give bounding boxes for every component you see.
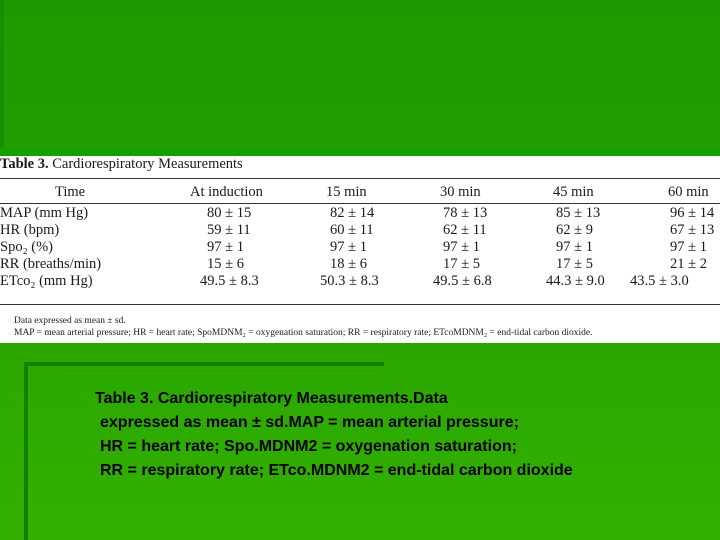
table-cell: 44.3 ± 9.0	[546, 273, 605, 289]
caption-line-3: HR = heart rate; Spo.MDNM2 = oxygenation saturation;	[100, 438, 517, 455]
caption-line-4: RR = respiratory rate; ETco.MDNM2 = end-tidal carbon dioxide	[100, 462, 573, 479]
table-rule-bottom	[0, 304, 720, 305]
table-cell: 21 ± 2	[670, 256, 707, 272]
column-header-45min: 45 min	[553, 184, 594, 200]
table-cell: 97 ± 1	[207, 239, 244, 255]
column-header-30min: 30 min	[440, 184, 481, 200]
table-title-prefix: Table 3.	[0, 156, 49, 172]
column-header-15min: 15 min	[326, 184, 367, 200]
caption-line-2: expressed as mean ± sd.MAP = mean arterial pressure;	[100, 414, 519, 431]
table-cell: 17 ± 5	[556, 256, 593, 272]
table-cell: 17 ± 5	[443, 256, 480, 272]
table-cell: 97 ± 1	[443, 239, 480, 255]
table-cell: 18 ± 6	[330, 256, 367, 272]
table-cell: 85 ± 13	[556, 205, 601, 221]
table-cell: 60 ± 11	[330, 222, 374, 238]
decorative-bar-horizontal	[28, 362, 384, 366]
table-title-text: Cardiorespiratory Measurements	[52, 156, 243, 172]
caption-line-1: Table 3. Cardiorespiratory Measurements.Data	[95, 390, 448, 407]
table-cell: 67 ± 13	[670, 222, 715, 238]
decorative-line-left	[0, 0, 4, 150]
table-cell: 49.5 ± 6.8	[433, 273, 492, 289]
row-label-etco2: ETco₂ (mm Hg)	[0, 273, 93, 289]
table-cell: 43.5 ± 3.0	[630, 273, 689, 289]
table-footnote-2: MAP = mean arterial pressure; HR = heart rate; SpoMDNM₂ = oxygenation saturation; RR = respiratory rate; ETcoMDNM₂ = end-tidal carbon dioxide.	[14, 328, 593, 338]
caption-text	[95, 387, 695, 483]
table-cell: 97 ± 1	[330, 239, 367, 255]
row-label-map: MAP (mm Hg)	[0, 205, 89, 221]
table-rule-header	[0, 203, 720, 204]
row-label-hr: HR (bpm)	[0, 222, 60, 238]
table-cell: 97 ± 1	[670, 239, 707, 255]
table-cell: 78 ± 13	[443, 205, 488, 221]
table-cell: 97 ± 1	[556, 239, 593, 255]
table-title	[0, 156, 243, 173]
table-cell: 59 ± 11	[207, 222, 251, 238]
table-rule-top	[0, 178, 720, 179]
image-top-border	[0, 148, 720, 156]
row-label-spo2: Spo₂ (%)	[0, 239, 53, 255]
table-cell: 62 ± 11	[443, 222, 487, 238]
table-cell: 49.5 ± 8.3	[200, 273, 259, 289]
table-cell: 96 ± 14	[670, 205, 715, 221]
decorative-bar-horizontal-light	[60, 372, 380, 374]
table-image	[0, 148, 720, 343]
row-label-rr: RR (breaths/min)	[0, 256, 102, 272]
table-cell: 62 ± 9	[556, 222, 593, 238]
column-header-induction: At induction	[190, 184, 263, 200]
column-header-time: Time	[55, 184, 86, 200]
table-cell: 80 ± 15	[207, 205, 252, 221]
table-cell: 82 ± 14	[330, 205, 375, 221]
column-header-60min: 60 min	[668, 184, 709, 200]
table-cell: 50.3 ± 8.3	[320, 273, 379, 289]
table-cell: 15 ± 6	[207, 256, 244, 272]
table-footnote-1: Data expressed as mean ± sd.	[14, 316, 126, 326]
decorative-bar-vertical	[24, 362, 28, 540]
